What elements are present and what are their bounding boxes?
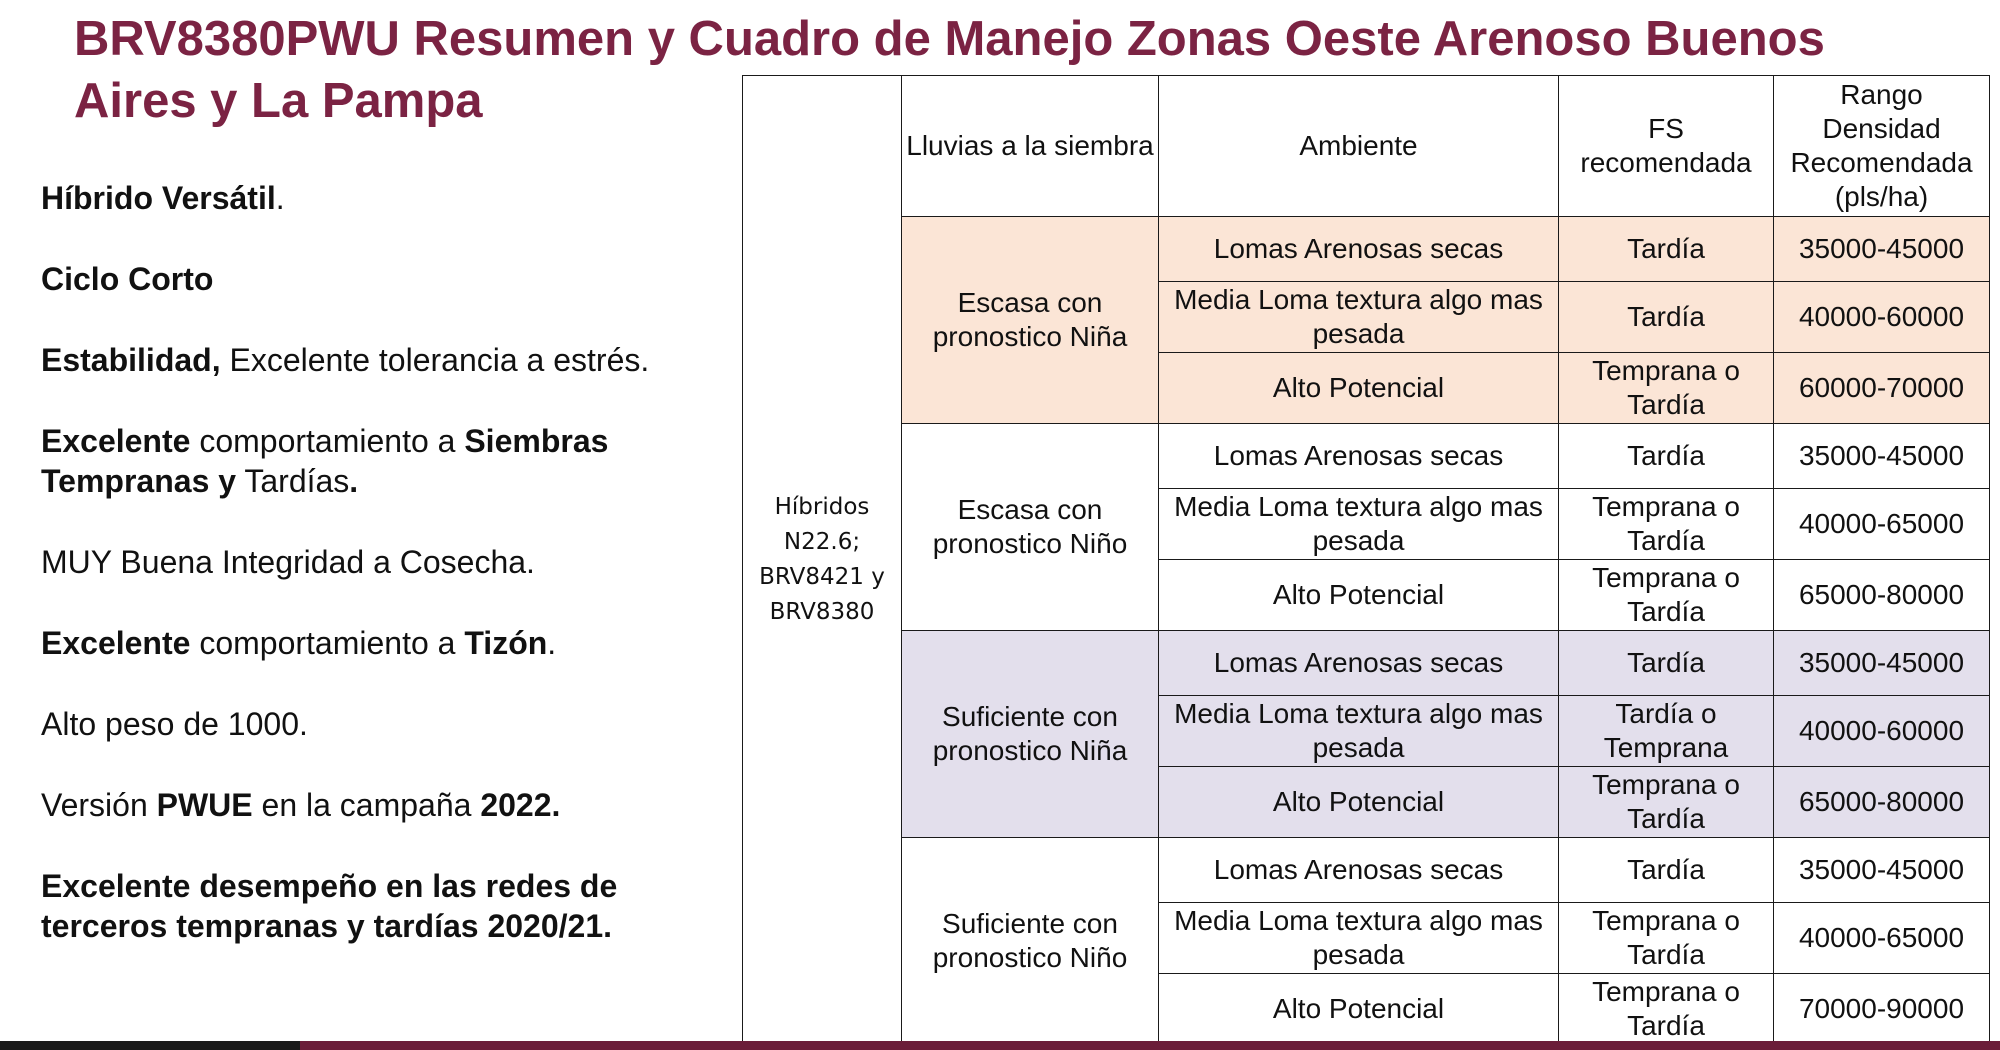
header-ambiente: Ambiente	[1159, 76, 1559, 217]
rango-cell: 65000-80000	[1774, 560, 1990, 631]
table-row	[743, 631, 1990, 696]
rango-cell: 40000-65000	[1774, 903, 1990, 974]
fs-cell: Temprana o Tardía	[1559, 489, 1774, 560]
bullet-hibrido-versatil: Híbrido Versátil.	[41, 180, 285, 216]
fs-cell: Temprana o Tardía	[1559, 974, 1774, 1045]
bullet-siembras: Excelente comportamiento a Siembras Tempranas y Tardías.	[41, 423, 609, 499]
rango-cell: 35000-45000	[1774, 424, 1990, 489]
lluvias-cell: Suficiente con pronostico Niño	[902, 838, 1159, 1045]
ambiente-cell: Lomas Arenosas secas	[1159, 631, 1559, 696]
bullet-ciclo-corto: Ciclo Corto	[41, 261, 214, 297]
ambiente-cell: Alto Potencial	[1159, 353, 1559, 424]
rango-cell: 60000-70000	[1774, 353, 1990, 424]
feature-list	[41, 178, 701, 987]
header-rango: Rango Densidad Recomendada (pls/ha)	[1774, 76, 1990, 217]
bullet-integridad: MUY Buena Integridad a Cosecha.	[41, 544, 535, 580]
bullet-peso: Alto peso de 1000.	[41, 706, 308, 742]
table-row	[743, 424, 1990, 489]
ambiente-cell: Alto Potencial	[1159, 767, 1559, 838]
fs-cell: Temprana o Tardía	[1559, 767, 1774, 838]
rango-cell: 35000-45000	[1774, 217, 1990, 282]
management-table	[742, 75, 1990, 1045]
fs-cell: Temprana o Tardía	[1559, 560, 1774, 631]
fs-cell: Tardía	[1559, 631, 1774, 696]
fs-cell: Temprana o Tardía	[1559, 903, 1774, 974]
rango-cell: 35000-45000	[1774, 631, 1990, 696]
footer-bar-accent	[0, 1041, 300, 1050]
ambiente-cell: Media Loma textura algo mas pesada	[1159, 489, 1559, 560]
fs-cell: Tardía	[1559, 217, 1774, 282]
footer-bar	[0, 1041, 2000, 1050]
bullet-desempeno: Excelente desempeño en las redes de terceros tempranas y tardías 2020/21.	[41, 868, 618, 944]
table-row	[743, 838, 1990, 903]
rango-cell: 35000-45000	[1774, 838, 1990, 903]
fs-cell: Tardía	[1559, 282, 1774, 353]
header-lluvias: Lluvias a la siembra	[902, 76, 1159, 217]
bullet-tizon: Excelente comportamiento a Tizón.	[41, 625, 557, 661]
header-row	[743, 76, 1990, 217]
ambiente-cell: Lomas Arenosas secas	[1159, 217, 1559, 282]
hibridos-cell: Híbridos N22.6; BRV8421 y BRV8380	[743, 76, 902, 1045]
ambiente-cell: Alto Potencial	[1159, 974, 1559, 1045]
fs-cell: Tardía o Temprana	[1559, 696, 1774, 767]
page-title: BRV8380PWU Resumen y Cuadro de Manejo Zonas Oeste Arenoso Buenos Aires y La Pampa	[74, 12, 1825, 128]
ambiente-cell: Alto Potencial	[1159, 560, 1559, 631]
ambiente-cell: Media Loma textura algo mas pesada	[1159, 903, 1559, 974]
ambiente-cell: Lomas Arenosas secas	[1159, 424, 1559, 489]
rango-cell: 70000-90000	[1774, 974, 1990, 1045]
ambiente-cell: Media Loma textura algo mas pesada	[1159, 696, 1559, 767]
rango-cell: 40000-60000	[1774, 696, 1990, 767]
rango-cell: 40000-65000	[1774, 489, 1990, 560]
ambiente-cell: Media Loma textura algo mas pesada	[1159, 282, 1559, 353]
fs-cell: Temprana o Tardía	[1559, 353, 1774, 424]
header-fs: FS recomendada	[1559, 76, 1774, 217]
fs-cell: Tardía	[1559, 838, 1774, 903]
bullet-version: Versión PWUE en la campaña 2022.	[41, 787, 561, 823]
bullet-estabilidad: Estabilidad, Excelente tolerancia a estrés.	[41, 342, 650, 378]
rango-cell: 40000-60000	[1774, 282, 1990, 353]
table-row	[743, 217, 1990, 282]
rango-cell: 65000-80000	[1774, 767, 1990, 838]
fs-cell: Tardía	[1559, 424, 1774, 489]
lluvias-cell: Suficiente con pronostico Niña	[902, 631, 1159, 838]
lluvias-cell: Escasa con pronostico Niña	[902, 217, 1159, 424]
lluvias-cell: Escasa con pronostico Niño	[902, 424, 1159, 631]
ambiente-cell: Lomas Arenosas secas	[1159, 838, 1559, 903]
